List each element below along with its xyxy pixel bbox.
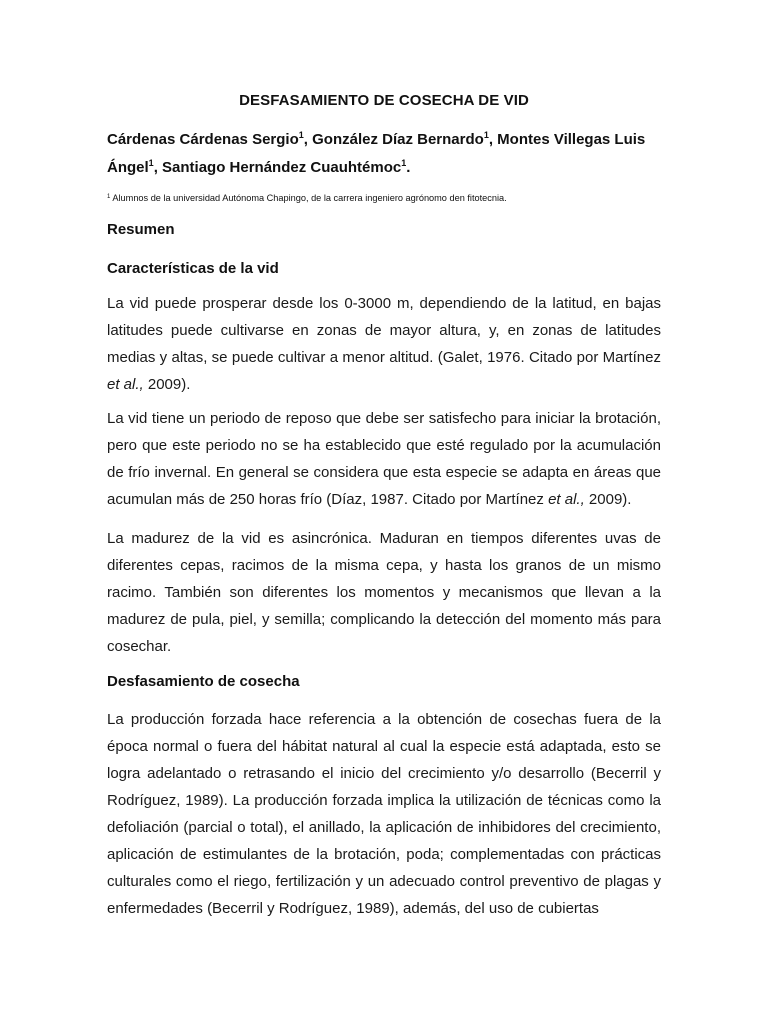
paragraph-italic-text: et al., [107, 376, 144, 393]
author-name: Montes Villegas Luis [497, 131, 646, 148]
affiliation-marker: 1 [298, 130, 304, 140]
paragraph [107, 290, 661, 398]
affiliation-text: Alumnos de la universidad Autónoma Chapingo, de la carrera ingeniero agrónomo den fitotecnia. [112, 193, 507, 203]
author-separator: , [153, 159, 163, 176]
author-separator: , [303, 131, 313, 148]
author-name: Cárdenas Cárdenas Sergio [107, 131, 299, 148]
document-title: DESFASAMIENTO DE COSECHA DE VID [239, 92, 529, 109]
paragraph-text: 2009). [143, 376, 191, 393]
section-heading-caracteristicas: Características de la vid [107, 260, 279, 277]
paragraph [107, 405, 661, 513]
author-list [107, 126, 667, 182]
paragraph: La producción forzada hace referencia a la obtención de cosechas fuera de la época normal o fuera del hábitat natural al cual la especie está adaptada, esto se logra adelantado o retrasando el inicio del crecimiento y/o desarrollo (Becerril y Rodríguez, 1989). La producción forzada implica la utilización de técnicas como la defoliación (parcial o total), el anillado, la aplicación de inhibidores del crecimiento, aplicación de estimulantes de la brotación, poda; complementadas con prácticas culturales como el riego, fertilización y un adecuado control preventivo de plagas y enfermedades (Becerril y Rodríguez, 1989), además, del uso de cubiertas [107, 711, 661, 917]
paragraph: La madurez de la vid es asincrónica. Maduran en tiempos diferentes uvas de diferentes cepas, racimos de la misma cepa, y hasta los granos de un mismo racimo. También son diferentes los momentos y mecanismos que llevan a la madurez de pula, piel, y semilla; complicando la detección del momento más para cosechar. [107, 530, 661, 655]
author-name: González Díaz Bernardo [312, 131, 484, 148]
affiliation-marker: 1 [401, 158, 407, 168]
paragraph-text: La vid puede prosperar desde los 0-3000 m, dependiendo de la latitud, en bajas latitudes puede cultivarse en zonas de mayor altura, y, en zonas de latitudes medias y altas, se puede cultivar a menor altitud. (Galet, 1976. Citado por Martínez [107, 295, 661, 366]
affiliation-marker: 1 [148, 158, 154, 168]
author-name: Santiago Hernández Cuauhtémoc [162, 159, 402, 176]
section-heading-desfasamiento: Desfasamiento de cosecha [107, 673, 300, 690]
affiliation-note [107, 192, 667, 204]
paragraph-text: 2009). [584, 491, 632, 508]
author-name: Ángel [107, 159, 149, 176]
affiliation-marker: 1 [483, 130, 489, 140]
paragraph-text: La vid tiene un periodo de reposo que debe ser satisfecho para iniciar la brotación, pero que este periodo no se ha establecido que esté regulado por la acumulación de frío invernal. En general se considera que esta especie se adapta en áreas que acumulan más de 250 horas frío (Díaz, 1987. Citado por Martínez [107, 410, 661, 508]
section-heading-resumen: Resumen [107, 221, 175, 238]
author-list-end: . [406, 159, 411, 176]
author-separator: , [488, 131, 498, 148]
affiliation-marker: 1 [107, 194, 111, 200]
paragraph-italic-text: et al., [548, 491, 585, 508]
